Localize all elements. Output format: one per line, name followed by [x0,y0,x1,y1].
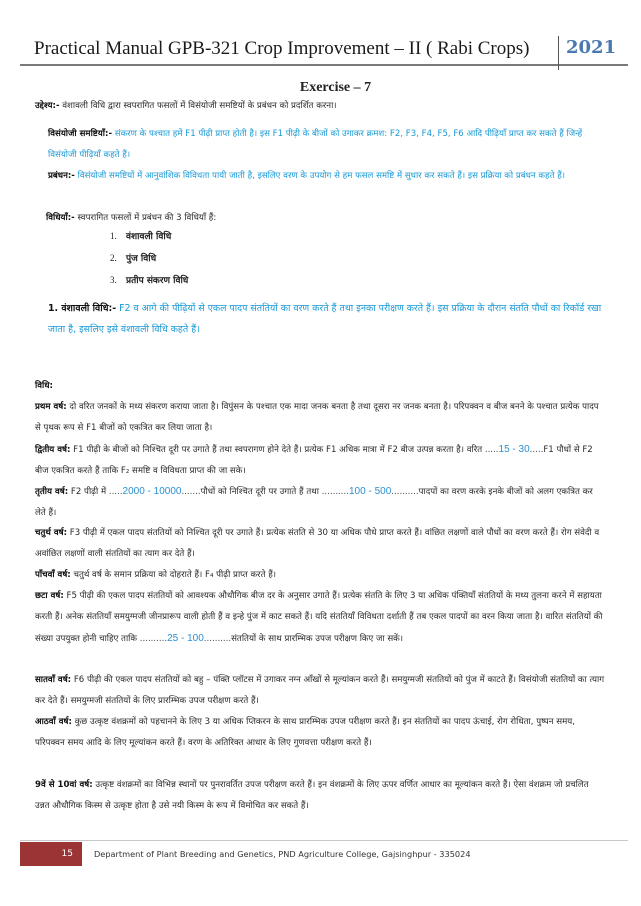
year-text: F1 पौधों से F2 बीज एकत्रित करते हैं ताकि F₂ समष्टि व विविधता प्राप्त की जा सके। [35,445,593,476]
year-label: 9वें से 10वां वर्ष: [35,780,93,790]
blank-dots: .......... [391,487,419,497]
year-8-paragraph [35,712,605,754]
year-label: द्वितीय वर्ष: [35,445,71,455]
objective-text: वंशावली विधि द्वारा स्वपरागित फसलों में विसंयोजी समष्टियों के प्रबंधन को प्रदर्शित करना। [59,101,337,111]
method-bulk: पुंज विधि [126,254,157,264]
year-text: कुछ उत्कृष्ट वंशक्रमों को पहचानने के लिए 3 या अधिक प्तिकरन के साथ प्रारम्भिक उपज परीक्षण करते हैं। इन संततियों का पादप ऊंचाई, रोग रोधिता, पुष्पन समय, परिपक्वन समय आदि के लिए मूल्यांकन करते हैं। वरण के अतिरिक्त आधार के लिए गुणवत्ता परीक्षण करते हैं। [35,717,575,748]
year-label: सातवाँ वर्ष: [35,675,72,685]
fill-in-value: 15 - 30 [498,444,530,455]
item-number: 2. [110,253,117,263]
year-1-paragraph [35,397,605,439]
exercise-title: Exercise – 7 [299,80,372,95]
pedigree-text: F2 व आगे की पीढ़ियों से एकल पादप संततियों का वरण करते हैं तथा इनका परीक्षण करते हैं। इस प्रक्रिया के दौरान संतति पौधों का रिकॉर्ड रखा जाता है, इसलिए इसे वंशावली विधि कहते हैं। [48,303,602,335]
fill-in-blank [322,487,419,497]
blank-dots: ..... [108,487,123,497]
year-label: पाँचवाँ वर्ष: [35,570,71,580]
year-label: आठवाँ वर्ष: [35,717,72,727]
method-backcross: प्रतीप संकरण विधि [126,276,189,286]
year-text: पादपों का वरण करके इनके बीजों को अलग एकत्रित कर लेते हैं। [35,487,593,518]
methods-list-item [110,269,188,291]
year-text: F2 पीढ़ी में [68,487,109,497]
year-text: F1 पीढ़ी के बीजों को निश्चित दूरी पर उगाते हैं तथा स्वपरागण होने देते हैं। प्रत्येक F1 अधिक मात्रा में F2 बीज उत्पन्न करता है। वरित [70,445,485,455]
management-paragraph [48,166,608,187]
segregating-paragraph [48,124,608,166]
page-header [20,36,628,66]
blank-dots: ..... [484,445,499,455]
fill-in-blank [140,634,231,644]
methods-label: विधियाँ:- [46,213,75,223]
year-3-paragraph [35,481,605,524]
blank-dots: .......... [139,634,168,644]
objective-paragraph [35,96,605,117]
methods-list-item [110,225,188,247]
year-label: तृतीय वर्ष: [35,487,69,497]
pedigree-paragraph [48,298,608,340]
year-5-paragraph [35,565,605,586]
methods-intro-text: स्वपरागित फसलों में प्रबंधन की 3 विधियाँ हैं: [74,213,217,223]
year-text: F6 पीढ़ी की एकल पादप संततियों को बहु – पंक्ति प्लॉटस में उगाकर नग्न आँखों से मूल्यांकन करते हैं। समयुग्मजी संततियों को पुंज में काटते हैं। विसंयोजी संततियों का त्याग कर देते हैं। समयुग्मजी संततियों के लिए प्रारम्भिक उपज परीक्षण करते हैं। [35,675,605,706]
item-number: 1. [110,231,117,241]
year-7-paragraph [35,670,605,712]
footer-department: Department of Plant Breeding and Genetics, PND Agriculture College, Gajsinghpur - 335024 [94,849,471,859]
year-text: दो वरित जनकों के मध्य संकरण कराया जाता है। विपुंसन के पश्चात एक मादा जनक बनता है तथा दूसरा नर जनक बनता है। परिपक्वन व बीज बनने के पश्चात प्रत्येक पादप से पृथक रूप से F1 बीजों को एकत्रित कर लिया जाता है। [35,402,599,433]
objective-label: उद्देश्य:- [35,101,60,111]
methods-list-item [110,247,188,269]
year-text: F3 पीढ़ी में एकल पादप संततियों को निश्चित दूरी पर उगाते हैं। प्रत्येक संतति से 30 या अधिक पौधे प्राप्त करते हैं। वांछित लक्षणों वाले पौधों का वरण करते हैं। रोग संवेदी व अवांछित लक्षणों वाली संततियों का त्याग कर देते हैं। [35,528,600,559]
blank-dots: ..... [529,445,544,455]
fill-in-blank [485,445,543,455]
year-text: चतुर्थ वर्ष के समान प्रक्रिया को दोहराते हैं। F₄ पीढ़ी प्राप्त करते हैं। [70,570,277,580]
blank-dots: ....... [181,487,201,497]
year-text: पौधों को निश्चित दूरी पर उगाते हैं तथा [200,487,322,497]
year-text: F5 पीढ़ी की एकल पादप संततियों को आवश्यक औधौगिक बीज दर के अनुसार उगाते हैं। प्रत्येक संतति के लिए 3 या अधिक पंक्तियाँ संततियों के मध्य तुलना करने में सहायता करती हैं। अनेक संततियाँ समयुग्मजी जीनप्रारूप वाली होती हैं व इन्हे पुंज में काट सकते हैं। यदि संततियाँ विविधता दर्शाती हैं तब एकल पादपों का वरन किया जाता है। वारित संततियों की संख्या उपयुक्त होनी चाहिए ताकि [35,591,603,644]
item-number: 3. [110,275,117,285]
year-4-paragraph [35,523,605,565]
management-text: विसंयोजी समष्टियों में आनुवांशिक विविधता पायी जाती है, इसलिए वरण के उपयोग से हम फसल समष्टि में सुधार कर सकते हैं। इस प्रक्रिया को प्रबंधन कहते हैं। [74,171,566,181]
year-label: छटा वर्ष: [35,591,64,601]
year-2-paragraph [35,439,605,482]
year-6-paragraph [35,586,605,650]
header-divider [558,36,559,70]
fill-in-value: 25 - 100 [167,633,204,644]
management-label: प्रबंधन:- [48,171,75,181]
segregating-label: विसंयोजी समष्टियाँ:- [48,129,113,139]
page-number: 15 [20,842,82,866]
blank-dots: .......... [203,634,232,644]
fill-in-blank [109,487,201,497]
procedure-heading: विधि: [35,381,53,391]
page-footer [20,840,628,865]
procedure-heading-row [35,376,605,397]
fill-in-value: 2000 - 10000 [122,486,182,497]
year-label: चतुर्थ वर्ष: [35,528,68,538]
segregating-text: संकरण के पश्चात हमें F1 पीढ़ी प्राप्त होती है। इस F1 पीढ़ी के बीजों को उगाकर क्रमश: F2, F3, F4, F5, F6 आदि पीढ़ियाँ प्राप्त कर सकते हैं जिन्हें विसंयोजी पीढ़ियाँ कहते हैं। [48,129,583,160]
year-text: उत्कृष्ट वंशक्रमों का विभिन्न स्थानों पर पुनरावर्तित उपज परीक्षण करते हैं। इन वंशक्रमों के लिए ऊपर वर्णित आधार का मूल्यांकन करते हैं। ऐसा वंशक्रम जो प्रचलित उन्नत औधौगिक किस्म से उत्कृष्ट होता है उसे नयी किस्म के रूप में विमोचित कर सकते हैं। [35,780,589,811]
year-9-10-paragraph [35,775,605,817]
header-year: 2021 [566,37,617,58]
fill-in-value: 100 - 500 [349,486,392,497]
blank-dots: .......... [321,487,349,497]
method-pedigree: वंशावली विधि [126,232,172,242]
manual-title: Practical Manual GPB-321 Crop Improvement – II ( Rabi Crops) [34,38,530,59]
year-text: संततियों के साथ प्रारम्भिक उपज परीक्षण किए जा सकें। [231,634,404,644]
pedigree-label: 1. वंशावली विधि:- [48,303,117,314]
methods-list [110,225,188,291]
year-label: प्रथम वर्ष: [35,402,67,412]
